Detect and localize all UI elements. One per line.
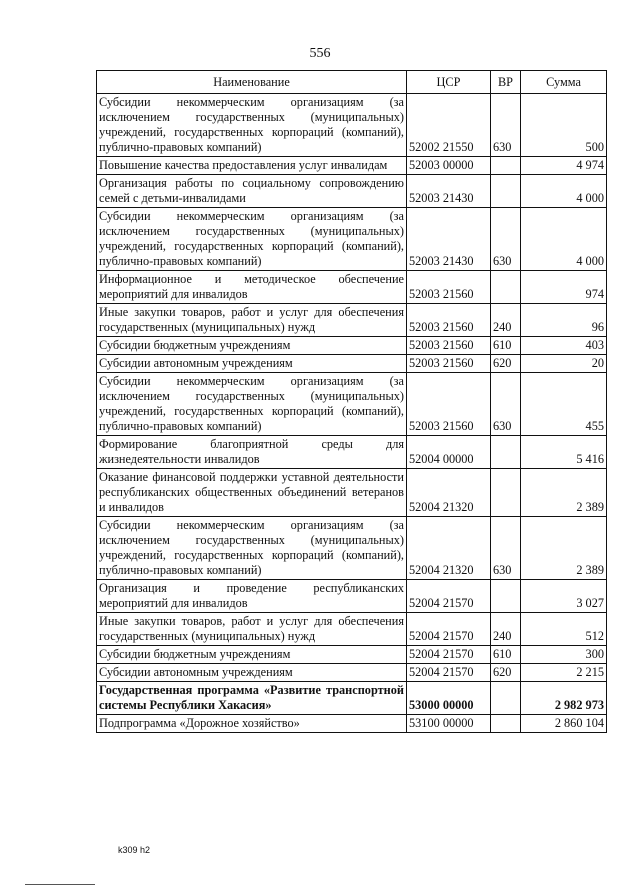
table-row xyxy=(97,715,607,733)
table-row xyxy=(97,175,607,208)
row-csr: 53100 00000 xyxy=(407,715,491,733)
table-row xyxy=(97,469,607,517)
row-name: Субсидии некоммерческим организациям (за исключением государственных (муниципальных) учреждений, государственных корпораций (компаний), публично-правовых компаний) xyxy=(97,208,407,271)
table-row xyxy=(97,580,607,613)
header-name: Наименование xyxy=(97,71,407,94)
row-csr: 52003 00000 xyxy=(407,157,491,175)
row-name: Информационное и методическое обеспечение мероприятий для инвалидов xyxy=(97,271,407,304)
row-sum: 5 416 xyxy=(521,436,607,469)
row-csr: 52004 00000 xyxy=(407,436,491,469)
row-sum: 500 xyxy=(521,94,607,157)
row-sum: 455 xyxy=(521,373,607,436)
row-sum: 974 xyxy=(521,271,607,304)
row-csr: 52004 21570 xyxy=(407,613,491,646)
row-vr xyxy=(491,469,521,517)
table-row xyxy=(97,664,607,682)
row-csr: 52004 21570 xyxy=(407,664,491,682)
row-vr xyxy=(491,715,521,733)
row-name: Повышение качества предоставления услуг инвалидам xyxy=(97,157,407,175)
scan-edge-line xyxy=(25,884,95,885)
row-vr xyxy=(491,157,521,175)
row-name: Государственная программа «Развитие транспортной системы Республики Хакасия» xyxy=(97,682,407,715)
row-name: Субсидии некоммерческим организациям (за исключением государственных (муниципальных) учреждений, государственных корпораций (компаний), публично-правовых компаний) xyxy=(97,373,407,436)
row-csr: 52004 21570 xyxy=(407,580,491,613)
row-sum: 4 000 xyxy=(521,175,607,208)
row-csr: 52003 21560 xyxy=(407,337,491,355)
row-sum: 403 xyxy=(521,337,607,355)
row-name: Субсидии бюджетным учреждениям xyxy=(97,337,407,355)
table-row xyxy=(97,157,607,175)
row-csr: 52003 21560 xyxy=(407,304,491,337)
table-row xyxy=(97,373,607,436)
row-vr: 240 xyxy=(491,304,521,337)
row-sum: 300 xyxy=(521,646,607,664)
row-sum: 20 xyxy=(521,355,607,373)
row-sum: 2 389 xyxy=(521,469,607,517)
row-vr: 610 xyxy=(491,646,521,664)
row-sum: 2 982 973 xyxy=(521,682,607,715)
row-vr: 630 xyxy=(491,373,521,436)
row-sum: 512 xyxy=(521,613,607,646)
row-csr: 52002 21550 xyxy=(407,94,491,157)
row-vr xyxy=(491,271,521,304)
row-name: Иные закупки товаров, работ и услуг для обеспечения государственных (муниципальных) нужд xyxy=(97,304,407,337)
header-sum: Сумма xyxy=(521,71,607,94)
row-vr: 630 xyxy=(491,94,521,157)
row-csr: 52004 21570 xyxy=(407,646,491,664)
table-row xyxy=(97,436,607,469)
row-vr xyxy=(491,175,521,208)
row-name: Субсидии некоммерческим организациям (за исключением государственных (муниципальных) учреждений, государственных корпораций (компаний), публично-правовых компаний) xyxy=(97,94,407,157)
table-row xyxy=(97,646,607,664)
row-name: Субсидии некоммерческим организациям (за исключением государственных (муниципальных) учреждений, государственных корпораций (компаний), публично-правовых компаний) xyxy=(97,517,407,580)
row-sum: 96 xyxy=(521,304,607,337)
row-vr xyxy=(491,682,521,715)
table-row xyxy=(97,517,607,580)
row-vr: 630 xyxy=(491,208,521,271)
row-csr: 52004 21320 xyxy=(407,469,491,517)
row-csr: 52003 21430 xyxy=(407,208,491,271)
table-row xyxy=(97,355,607,373)
row-csr: 52003 21560 xyxy=(407,271,491,304)
row-name: Субсидии автономным учреждениям xyxy=(97,355,407,373)
row-sum: 2 215 xyxy=(521,664,607,682)
row-sum: 4 974 xyxy=(521,157,607,175)
table-row xyxy=(97,613,607,646)
row-sum: 2 860 104 xyxy=(521,715,607,733)
row-sum: 2 389 xyxy=(521,517,607,580)
row-name: Субсидии автономным учреждениям xyxy=(97,664,407,682)
row-csr: 52004 21320 xyxy=(407,517,491,580)
row-sum: 4 000 xyxy=(521,208,607,271)
table-row xyxy=(97,208,607,271)
row-name: Подпрограмма «Дорожное хозяйство» xyxy=(97,715,407,733)
table-row xyxy=(97,304,607,337)
page-number: 556 xyxy=(309,46,331,61)
table-row xyxy=(97,94,607,157)
budget-table xyxy=(96,70,607,733)
header-vr: ВР xyxy=(491,71,521,94)
row-name: Оказание финансовой поддержки уставной деятельности республиканских общественных объединений ветеранов и инвалидов xyxy=(97,469,407,517)
row-vr: 620 xyxy=(491,664,521,682)
table-row-program xyxy=(97,682,607,715)
row-vr: 240 xyxy=(491,613,521,646)
row-csr: 53000 00000 xyxy=(407,682,491,715)
row-vr xyxy=(491,436,521,469)
table-header-row xyxy=(97,71,607,94)
row-name: Формирование благоприятной среды для жизнедеятельности инвалидов xyxy=(97,436,407,469)
row-csr: 52003 21560 xyxy=(407,355,491,373)
table-row xyxy=(97,271,607,304)
row-vr: 630 xyxy=(491,517,521,580)
row-vr: 610 xyxy=(491,337,521,355)
row-sum: 3 027 xyxy=(521,580,607,613)
row-name: Иные закупки товаров, работ и услуг для обеспечения государственных (муниципальных) нужд xyxy=(97,613,407,646)
header-csr: ЦСР xyxy=(407,71,491,94)
row-vr: 620 xyxy=(491,355,521,373)
row-vr xyxy=(491,580,521,613)
row-name: Субсидии бюджетным учреждениям xyxy=(97,646,407,664)
table-row xyxy=(97,337,607,355)
row-csr: 52003 21560 xyxy=(407,373,491,436)
row-name: Организация работы по социальному сопровождению семей с детьми-инвалидами xyxy=(97,175,407,208)
row-csr: 52003 21430 xyxy=(407,175,491,208)
row-name: Организация и проведение республиканских мероприятий для инвалидов xyxy=(97,580,407,613)
footer-code: k309 h2 xyxy=(118,845,151,855)
